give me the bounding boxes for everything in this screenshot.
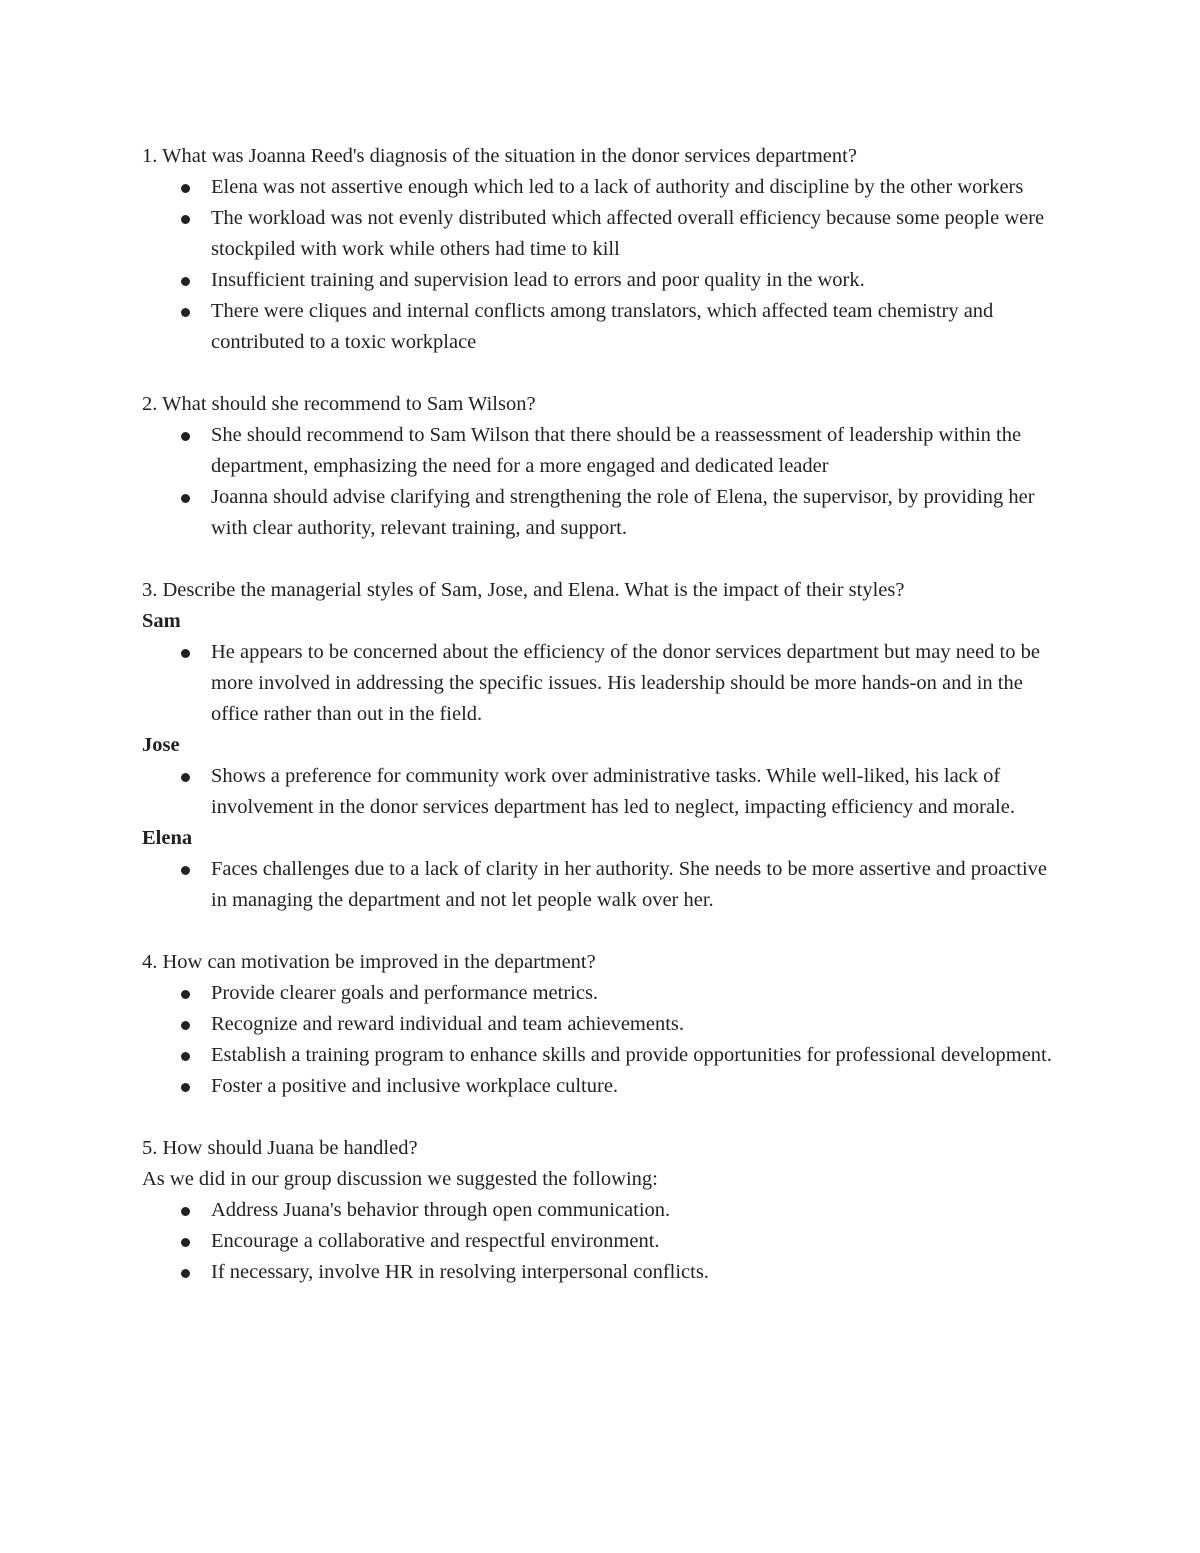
bullet-icon [181,1052,190,1061]
list-item: Address Juana's behavior through open communication. [211,1195,1062,1226]
section-4 [142,947,1062,1102]
bullet-icon [181,215,190,224]
bullet-icon [181,277,190,286]
answer-list-5 [142,1195,1062,1288]
answer-list-1 [142,172,1062,358]
list-item: Joanna should advise clarifying and strengthening the role of Elena, the supervisor, by providing her with clear authority, relevant training, and support. [211,482,1062,544]
bullet-icon [181,649,190,658]
person-heading-elena: Elena [142,827,193,849]
list-item: Elena was not assertive enough which led to a lack of authority and discipline by the other workers [211,172,1062,203]
list-item: Shows a preference for community work over administrative tasks. While well-liked, his lack of involvement in the donor services department has led to neglect, impacting efficiency and morale. [211,761,1062,823]
question-3: 3. Describe the managerial styles of Sam, Jose, and Elena. What is the impact of their styles? [142,579,905,601]
bullet-icon [181,494,190,503]
bullet-icon [181,773,190,782]
answer-intro-5: As we did in our group discussion we suggested the following: [142,1168,658,1190]
question-5: 5. How should Juana be handled? [142,1137,418,1159]
bullet-icon [181,308,190,317]
question-1: 1. What was Joanna Reed's diagnosis of the situation in the donor services department? [142,145,857,167]
list-item: There were cliques and internal conflicts among translators, which affected team chemistry and contributed to a toxic workplace [211,296,1062,358]
bullet-icon [181,866,190,875]
section-1 [142,141,1062,358]
list-item: Establish a training program to enhance skills and provide opportunities for professional development. [211,1040,1062,1071]
spacer [142,1102,1062,1133]
bullet-icon [181,1083,190,1092]
answer-list-jose [142,761,1062,823]
list-item: Provide clearer goals and performance metrics. [211,978,1062,1009]
list-item: Faces challenges due to a lack of clarity in her authority. She needs to be more assertive and proactive in managing the department and not let people walk over her. [211,854,1062,916]
bullet-icon [181,184,190,193]
answer-list-elena [142,854,1062,916]
answer-list-2 [142,420,1062,544]
document-body [142,141,1062,1288]
section-3 [142,575,1062,916]
spacer [142,544,1062,575]
list-item: He appears to be concerned about the efficiency of the donor services department but may need to be more involved in addressing the specific issues. His leadership should be more hands-on and in the office rather than out in the field. [211,637,1062,730]
spacer [142,358,1062,389]
bullet-icon [181,1207,190,1216]
person-heading-sam: Sam [142,610,181,632]
list-item: If necessary, involve HR in resolving interpersonal conflicts. [211,1257,1062,1288]
bullet-icon [181,990,190,999]
list-item: The workload was not evenly distributed which affected overall efficiency because some people were stockpiled with work while others had time to kill [211,203,1062,265]
question-4: 4. How can motivation be improved in the department? [142,951,596,973]
person-heading-jose: Jose [142,734,180,756]
list-item: Insufficient training and supervision lead to errors and poor quality in the work. [211,265,1062,296]
question-2: 2. What should she recommend to Sam Wilson? [142,393,536,415]
spacer [142,916,1062,947]
list-item: She should recommend to Sam Wilson that there should be a reassessment of leadership within the department, emphasizing the need for a more engaged and dedicated leader [211,420,1062,482]
list-item: Recognize and reward individual and team achievements. [211,1009,1062,1040]
bullet-icon [181,1238,190,1247]
bullet-icon [181,1021,190,1030]
section-2 [142,389,1062,544]
answer-list-sam [142,637,1062,730]
section-5 [142,1133,1062,1288]
bullet-icon [181,432,190,441]
answer-list-4 [142,978,1062,1102]
list-item: Foster a positive and inclusive workplace culture. [211,1071,1062,1102]
bullet-icon [181,1269,190,1278]
list-item: Encourage a collaborative and respectful environment. [211,1226,1062,1257]
